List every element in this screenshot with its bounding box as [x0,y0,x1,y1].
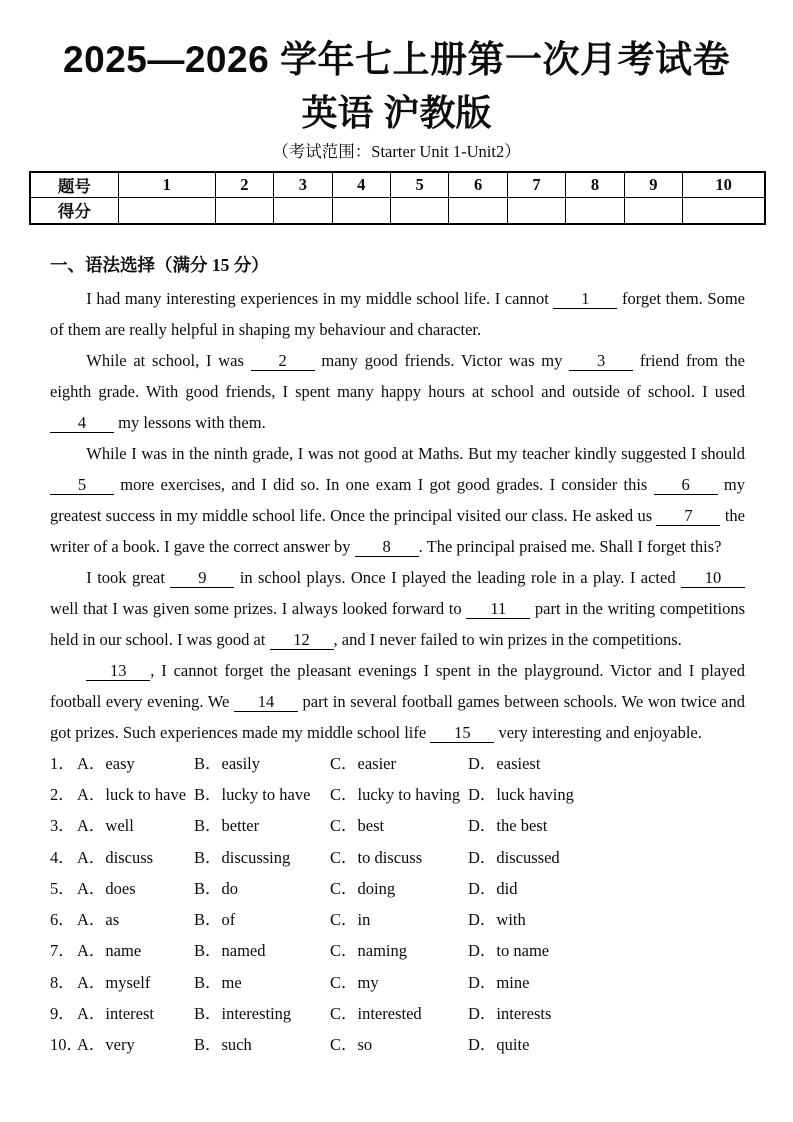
option-number-1: 1． [50,753,75,773]
option-choice-3-B: B．better [194,816,260,836]
passage-text: I had many interesting experiences in my middle school life. I cannot [86,288,554,308]
option-choice-7-D: D．to name [468,941,550,961]
option-choice-1-C: C．easier [330,753,396,773]
passage-text: forget them. Some of them are really helpful in shaping my behaviour and character. [50,288,745,339]
option-row-8 [50,967,745,998]
cloze-blank-13: 13 [86,661,150,681]
option-number-10: 10． [50,1035,83,1055]
passage-text: friend from the eighth grade. With good friends, I spent many happy hours at school and outside of school. I used [50,350,745,401]
question-number-cell-8: 8 [566,172,624,198]
option-number-4: 4． [50,847,75,867]
option-choice-1-B: B．easily [194,753,260,773]
option-row-3 [50,810,745,841]
option-choice-7-B: B．named [194,941,266,961]
option-choice-9-D: D．interests [468,1004,552,1023]
option-choice-2-A: A．luck to have [77,784,187,804]
option-choice-5-C: C．doing [330,878,396,898]
passage-text: , and I never failed to win prizes in the competitions. [333,629,682,649]
passage-text: very interesting and enjoyable. [494,722,702,742]
option-choice-2-B: B．lucky to have [194,784,311,804]
passage-text: more exercises, and I did so. In one exam I got good grades. I consider this [114,474,654,494]
option-number-2: 2． [50,784,75,804]
option-choice-7-A: A．name [77,941,142,961]
question-number-cell-4: 4 [332,172,390,198]
score-cell-7 [507,198,565,224]
cloze-blank-10: 10 [681,568,745,588]
cloze-blank-2: 2 [251,351,315,371]
score-cell-10 [683,198,765,224]
option-choice-9-A: A．interest [77,1004,154,1023]
option-row-5 [50,873,745,904]
question-number-cell-7: 7 [507,172,565,198]
option-choice-4-B: B．discussing [194,847,291,867]
option-choice-5-B: B．do [194,878,239,898]
option-number-9: 9． [50,1004,75,1023]
option-number-5: 5． [50,878,75,898]
option-choice-10-C: C．so [330,1035,373,1055]
cloze-blank-3: 3 [569,351,633,371]
option-choice-1-D: D．easiest [468,753,541,773]
score-table [29,171,766,225]
option-row-4 [50,842,745,873]
cloze-blank-15: 15 [430,723,494,743]
passage-text: part in several football games between schools. We won twice and got prizes. Such experiences made my middle school life [50,691,745,742]
option-choice-3-A: A．well [77,816,134,836]
option-choice-6-C: C．in [330,910,371,930]
passage-paragraph [50,655,745,748]
option-choice-8-C: C．my [330,972,379,992]
option-choice-10-A: A．very [77,1035,135,1055]
cloze-blank-9: 9 [170,568,234,588]
option-choice-6-D: D．with [468,910,526,930]
score-cell-8 [566,198,624,224]
option-row-1 [50,748,745,779]
passage-text: in school plays. Once I played the leading role in a play. I acted [234,567,681,587]
passage-text: part in the writing competitions held in our school. I was good at [50,598,746,649]
question-number-cell-5: 5 [390,172,448,198]
passage-text: well that I was given some prizes. I always looked forward to [50,598,467,618]
passage-text: many good friends. Victor was my [314,350,570,370]
score-cell-5 [390,198,448,224]
passage-text: While I was in the ninth grade, I was not good at Maths. But my teacher kindly suggested I should [86,443,745,463]
passage-text: I took great [86,567,171,587]
option-number-7: 7． [50,941,75,961]
options-list [50,748,745,1061]
option-number-8: 8． [50,972,75,992]
option-choice-8-D: D．mine [468,972,530,992]
cloze-blank-11: 11 [466,599,530,619]
score-cell-6 [449,198,507,224]
passage-paragraph [50,283,745,345]
option-choice-9-C: C．interested [330,1004,422,1023]
option-choice-4-C: C．to discuss [330,847,423,867]
option-row-2 [50,779,745,810]
question-number-cell-9: 9 [624,172,683,198]
option-choice-1-A: A．easy [77,753,135,773]
exam-body [50,250,745,1061]
cloze-passage [50,283,745,748]
exam-header [0,36,793,162]
question-number-cell-10: 10 [683,172,765,198]
passage-text: . The principal praised me. Shall I forget this? [418,536,722,556]
question-number-cell-1: 1 [118,172,215,198]
option-row-7 [50,935,745,966]
cloze-blank-6: 6 [654,475,718,495]
cloze-blank-14: 14 [234,692,298,712]
option-row-6 [50,904,745,935]
option-choice-3-D: D．the best [468,816,548,836]
option-choice-10-B: B．such [194,1035,252,1055]
score-table-row-questions [30,172,765,198]
passage-text: my lessons with them. [114,412,266,432]
score-cell-3 [274,198,332,224]
option-choice-7-C: C．naming [330,941,407,961]
option-choice-6-B: B．of [194,910,236,930]
cloze-blank-8: 8 [355,537,419,557]
exam-subtitle: 英语 沪教版 [301,91,492,133]
option-choice-9-B: B．interesting [194,1004,292,1023]
option-choice-4-A: A．discuss [77,847,154,867]
passage-text: While at school, I was [86,350,251,370]
option-choice-4-D: D．discussed [468,847,560,867]
option-number-6: 6． [50,910,75,930]
option-choice-5-D: D．did [468,878,518,898]
cloze-blank-1: 1 [553,289,617,309]
passage-paragraph [50,562,745,655]
cloze-blank-7: 7 [656,506,720,526]
score-table-row-scores [30,198,765,224]
option-row-10 [50,1029,745,1060]
score-cell-1 [118,198,215,224]
option-choice-10-D: D．quite [468,1035,530,1055]
option-choice-3-C: C．best [330,816,385,836]
question-number-cell-2: 2 [215,172,273,198]
cloze-blank-12: 12 [270,630,334,650]
score-row-label: 得分 [30,198,118,224]
exam-title: 2025—2026 学年七上册第一次月考试卷 [63,39,730,80]
passage-paragraph [50,438,745,562]
question-number-row-label: 题号 [30,172,118,198]
score-cell-9 [624,198,683,224]
question-number-cell-3: 3 [274,172,332,198]
option-row-9 [50,998,745,1029]
option-number-3: 3． [50,816,75,836]
option-choice-2-D: D．luck having [468,784,574,804]
option-choice-8-B: B．me [194,972,242,992]
score-cell-2 [215,198,273,224]
passage-text: the writer of a book. I gave the correct answer by [50,505,745,556]
passage-text: , I cannot forget the pleasant evenings I spent in the playground. Victor and I played football every evening. We [50,660,745,711]
option-choice-2-C: C．lucky to having [330,784,461,804]
option-choice-5-A: A．does [77,878,136,898]
passage-text: my greatest success in my middle school life. Once the principal visited our class. He asked us [50,474,745,525]
exam-scope: （考试范围：Starter Unit 1-Unit2） [272,141,521,161]
passage-paragraph [50,345,745,438]
option-choice-8-A: A．myself [77,972,151,992]
section-title-grammar: 一、语法选择（满分 15 分） [50,254,269,275]
score-cell-4 [332,198,390,224]
cloze-blank-5: 5 [50,475,114,495]
cloze-blank-4: 4 [50,413,114,433]
question-number-cell-6: 6 [449,172,507,198]
option-choice-6-A: A．as [77,910,120,930]
